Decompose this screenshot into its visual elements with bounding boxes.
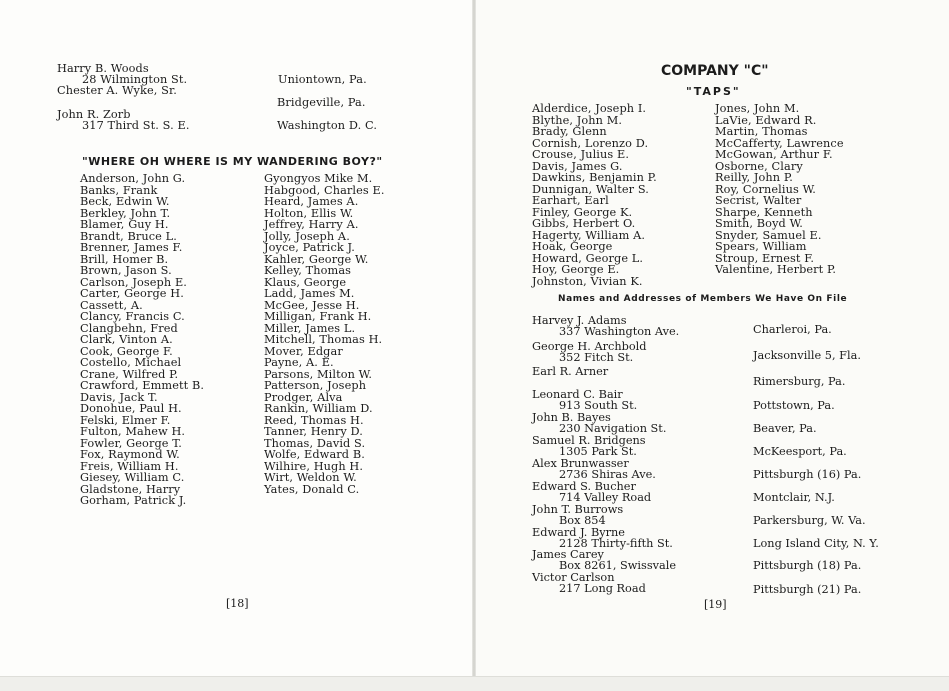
member-address: 913 South St. [559, 399, 638, 412]
list-item: Brill, Homer B. [80, 252, 169, 266]
list-item: Fulton, Mahew H. [80, 425, 186, 438]
list-item: Habgood, Charles E. [264, 183, 385, 197]
list-item: Cook, George F. [80, 344, 173, 358]
list-item: Payne, A. E. [264, 356, 334, 369]
entry-name: Chester A. Wyke, Sr. [57, 84, 177, 97]
member-address: 217 Long Road [559, 582, 646, 595]
list-item: Gladstone, Harry [80, 482, 181, 496]
member-name: Earl R. Arner [532, 365, 609, 378]
list-item: Gibbs, Herbert O. [532, 217, 636, 230]
list-item: Reilly, John P. [715, 171, 793, 184]
list-item: Hagerty, William A. [532, 228, 646, 242]
list-item: Yates, Donald C. [264, 482, 360, 496]
member-city: Montclair, N.J. [753, 491, 835, 504]
list-item: Reed, Thomas H. [264, 413, 364, 427]
list-item: Osborne, Clary [715, 159, 803, 173]
wandering-list-col2 [264, 173, 385, 495]
member-name: Victor Carlson [532, 571, 615, 584]
members-heading: Names and Addresses of Members We Have On File [558, 294, 848, 304]
member-name: Edward J. Byrne [532, 526, 625, 539]
entry-city: Uniontown, Pa. [278, 73, 367, 86]
list-item: Spears, William [715, 240, 807, 253]
list-item: Milligan, Frank H. [264, 310, 372, 323]
list-item: Crane, Wilfred P. [80, 367, 179, 381]
list-item: Berkley, John T. [80, 206, 171, 220]
list-item: Jolly, Joseph A. [264, 229, 350, 243]
list-item: Gorham, Patrick J. [80, 494, 187, 507]
taps-list-col2 [715, 103, 844, 276]
list-item: Sharpe, Kenneth [715, 205, 813, 219]
entry-name: Harry B. Woods [57, 62, 149, 75]
list-item: Stroup, Ernest F. [715, 251, 815, 265]
list-item: Kelley, Thomas [264, 264, 352, 277]
entry-name: John R. Zorb [57, 108, 131, 121]
member-name: James Carey [532, 548, 604, 561]
member-city: McKeesport, Pa. [753, 445, 847, 458]
list-item: Wilhire, Hugh H. [264, 459, 364, 473]
list-item: Carlson, Joseph E. [80, 275, 187, 289]
list-item: Snyder, Samuel E. [715, 228, 822, 242]
list-item: Anderson, John G. [80, 172, 186, 185]
list-item: Clancy, Francis C. [80, 310, 185, 323]
list-item: Wirt, Weldon W. [264, 471, 357, 484]
list-item: Finley, George K. [532, 205, 633, 219]
list-item: Ladd, James M. [264, 287, 355, 300]
member-name: John T. Burrows [532, 503, 624, 516]
member-address: 337 Washington Ave. [559, 325, 680, 338]
list-item: McGowan, Arthur F. [715, 148, 833, 161]
member-address: Box 8261, Swissvale [559, 559, 677, 572]
member-city: Beaver, Pa. [753, 422, 817, 435]
entry-city: Bridgeville, Pa. [277, 96, 366, 109]
list-item: Secrist, Walter [715, 194, 802, 207]
list-item: Dunnigan, Walter S. [532, 182, 649, 196]
list-item: Crawford, Emmett B. [80, 379, 205, 392]
member-city: Charleroi, Pa. [753, 323, 832, 336]
member-address: 1305 Park St. [559, 445, 637, 458]
list-item: Jeffrey, Harry A. [264, 218, 359, 231]
list-item: Dawkins, Benjamin P. [532, 171, 657, 184]
list-item: Costello, Michael [80, 356, 182, 369]
list-item: Heard, James A. [264, 195, 359, 208]
member-name: Alex Brunwasser [532, 457, 629, 470]
list-item: Jones, John M. [715, 102, 800, 115]
list-item: Mover, Edgar [264, 344, 343, 358]
list-item: Hoak, George [532, 240, 613, 253]
list-item: Blythe, John M. [532, 113, 623, 127]
list-item: Prodger, Alva [264, 390, 343, 404]
list-item: Joyce, Patrick J. [264, 241, 355, 254]
list-item: Cassett, A. [80, 298, 143, 312]
member-name: Samuel R. Bridgens [532, 434, 646, 447]
member-address: 714 Valley Road [559, 491, 652, 504]
member-city: Jacksonville 5, Fla. [753, 349, 861, 362]
list-item: Valentine, Herbert P. [715, 263, 837, 276]
member-name: John B. Bayes [532, 411, 611, 424]
list-item: Smith, Boyd W. [715, 217, 803, 230]
list-item: Earhart, Earl [532, 194, 609, 207]
wandering-heading: "WHERE OH WHERE IS MY WANDERING BOY?" [82, 155, 383, 168]
taps-list-col1 [532, 103, 657, 287]
list-item: Miller, James L. [264, 321, 356, 335]
company-title: COMPANY "C" [661, 63, 769, 79]
list-item: Alderdice, Joseph I. [532, 102, 647, 115]
list-item: Carter, George H. [80, 287, 184, 300]
list-item: Cornish, Lorenzo D. [532, 136, 649, 150]
book-gutter [472, 0, 476, 690]
list-item: Hoy, George E. [532, 263, 620, 276]
member-name: Leonard C. Bair [532, 388, 623, 401]
page-bottom-edge [0, 676, 949, 691]
member-address: Box 854 [559, 514, 606, 527]
member-city: Pittsburgh (16) Pa. [753, 468, 862, 481]
list-item: Davis, Jack T. [80, 390, 158, 404]
taps-subtitle: "TAPS" [686, 85, 741, 98]
list-item: Fox, Raymond W. [80, 448, 180, 461]
member-city: Long Island City, N. Y. [753, 537, 879, 550]
member-address: 352 Fitch St. [559, 351, 634, 364]
wandering-list-col1 [80, 173, 204, 507]
member-city: Pottstown, Pa. [753, 399, 835, 412]
list-item: Beck, Edwin W. [80, 195, 170, 208]
member-name: Edward S. Bucher [532, 480, 636, 493]
list-item: Parsons, Milton W. [264, 367, 373, 381]
list-item: Martin, Thomas [715, 125, 808, 138]
list-item: Clark, Vinton A. [80, 333, 173, 346]
member-address: 2128 Thirty-fifth St. [559, 537, 673, 550]
member-address: 2736 Shiras Ave. [559, 468, 656, 481]
page-number-left: [18] [226, 597, 249, 610]
entry-address: 317 Third St. S. E. [82, 119, 190, 132]
list-item: Brown, Jason S. [80, 264, 172, 277]
entry-address: 28 Wilmington St. [82, 73, 188, 86]
member-city: Parkersburg, W. Va. [753, 514, 866, 527]
member-name: George H. Archbold [532, 340, 647, 353]
list-item: Brady, Glenn [532, 125, 607, 138]
list-item: Wolfe, Edward B. [264, 448, 365, 461]
list-item: McGee, Jesse H. [264, 298, 360, 312]
list-item: Blamer, Guy H. [80, 218, 169, 231]
list-item: Fowler, George T. [80, 436, 182, 450]
list-item: Patterson, Joseph [264, 379, 367, 392]
list-item: Tanner, Henry D. [264, 425, 364, 438]
entry-city: Washington D. C. [277, 119, 378, 132]
list-item: Rankin, William D. [264, 402, 373, 415]
list-item: Freis, William H. [80, 459, 179, 473]
member-name: Harvey J. Adams [532, 314, 627, 327]
list-item: Klaus, George [264, 275, 347, 289]
member-address: 230 Navigation St. [559, 422, 667, 435]
list-item: Brenner, James F. [80, 241, 183, 254]
list-item: Davis, James G. [532, 159, 623, 173]
list-item: LaVie, Edward R. [715, 113, 817, 127]
list-item: Crouse, Julius E. [532, 148, 630, 161]
member-city: Rimersburg, Pa. [753, 375, 846, 388]
list-item: Giesey, William C. [80, 471, 185, 484]
member-city: Pittsburgh (18) Pa. [753, 559, 862, 572]
list-item: Holton, Ellis W. [264, 206, 354, 220]
member-city: Pittsburgh (21) Pa. [753, 583, 862, 596]
list-item: Brandt, Bruce L. [80, 229, 177, 243]
list-item: Johnston, Vivian K. [532, 274, 643, 288]
list-item: Howard, George L. [532, 251, 644, 265]
list-item: Clangbehn, Fred [80, 321, 178, 335]
list-item: Mitchell, Thomas H. [264, 333, 383, 346]
list-item: Gyongyos Mike M. [264, 172, 373, 185]
list-item: Felski, Elmer F. [80, 413, 171, 427]
list-item: Banks, Frank [80, 183, 158, 197]
list-item: Thomas, David S. [264, 436, 366, 450]
list-item: Donohue, Paul H. [80, 402, 182, 415]
left-page [0, 0, 474, 690]
list-item: Kahler, George W. [264, 252, 369, 266]
page-number-right: [19] [704, 598, 727, 611]
list-item: McCafferty, Lawrence [715, 136, 844, 150]
list-item: Roy, Cornelius W. [715, 182, 816, 196]
